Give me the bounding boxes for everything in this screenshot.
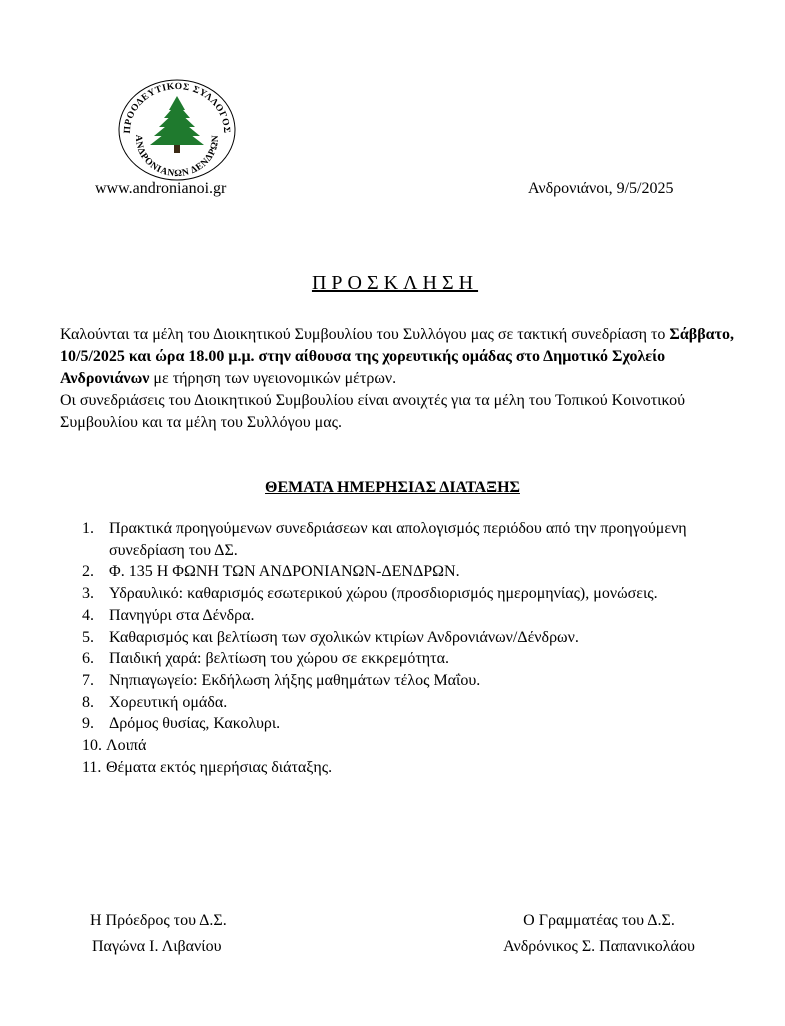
agenda-item-text: Πρακτικά προηγούμενων συνεδριάσεων και απολογισμός περιόδου από την προηγούμενη συνεδρίαση του ΔΣ. xyxy=(109,520,687,559)
agenda-item-number: 1. xyxy=(82,520,94,537)
document-title xyxy=(0,272,785,295)
document-title-text: ΠΡΟΣΚΛΗΣΗ xyxy=(311,272,479,294)
agenda-item xyxy=(82,735,722,757)
signature-right xyxy=(485,908,713,960)
agenda-item xyxy=(82,648,722,670)
agenda-item xyxy=(82,583,722,605)
agenda-item-number: 8. xyxy=(82,693,94,711)
agenda-item xyxy=(82,627,722,649)
agenda-item-number: 10. xyxy=(82,737,102,755)
agenda-item-text: Πανηγύρι στα Δένδρα. xyxy=(109,606,255,624)
association-logo xyxy=(114,76,240,184)
website-url: www.andronianoi.gr xyxy=(95,180,227,197)
agenda-item-number: 5. xyxy=(82,628,94,646)
agenda-item-number: 11. xyxy=(82,758,102,776)
logo-text-top: ΠΡΟΟΔΕΥΤΙΚΟΣ ΣΥΛΛΟΓΟΣ xyxy=(122,81,232,134)
pine-tree-icon xyxy=(150,96,204,153)
logo-text-bottom: ΑΝΔΡΟΝΙΑΝΩΝ ΔΕΝΔΡΩΝ xyxy=(132,134,222,180)
invitation-open-meetings: Οι συνεδριάσεις του Διοικητικού Συμβουλίου είναι ανοιχτές για τα μέλη του Τοπικού Κοινοτικού Συμβουλίου και τα μέλη του Συλλόγου μας. xyxy=(60,392,686,431)
agenda-list xyxy=(82,518,722,778)
agenda-item-text: Θέματα εκτός ημερήσιας διάταξης. xyxy=(106,758,333,776)
agenda-item-number: 6. xyxy=(82,650,94,668)
invitation-body xyxy=(60,324,740,390)
agenda-item-text: Δρόμος θυσίας, Κακολυρι. xyxy=(109,715,281,733)
agenda-item-text: Νηπιαγωγείο: Εκδήλωση λήξης μαθημάτων τέλος Μαΐου. xyxy=(109,671,481,689)
agenda-item-number: 2. xyxy=(82,563,94,581)
agenda-item-number: 9. xyxy=(82,715,94,733)
agenda-item-text: Χορευτική ομάδα. xyxy=(109,693,228,711)
agenda-item-text: Φ. 135 Η ΦΩΝΗ ΤΩΝ ΑΝΔΡΟΝΙΑΝΩΝ-ΔΕΝΔΡΩΝ. xyxy=(109,563,460,581)
agenda-item xyxy=(82,757,722,779)
agenda-item-number: 7. xyxy=(82,671,94,689)
agenda-item xyxy=(82,518,722,561)
agenda-item xyxy=(82,713,722,735)
agenda-item-text: Παιδική χαρά: βελτίωση του χώρου σε εκκρεμότητα. xyxy=(109,650,449,668)
agenda-item-text: Καθαρισμός και βελτίωση των σχολικών κτιρίων Ανδρονιάνων/Δένδρων. xyxy=(109,628,579,646)
agenda-item xyxy=(82,605,722,627)
signature-left xyxy=(90,908,227,960)
secretary-name: Ανδρόνικος Σ. Παπανικολάου xyxy=(503,938,695,955)
agenda-item-number: 3. xyxy=(82,585,94,603)
agenda-item-number: 4. xyxy=(82,606,94,624)
agenda-item-text: Υδραυλικό: καθαρισμός εσωτερικού χώρου (προσδιορισμός ημερομηνίας), μονώσεις. xyxy=(109,585,658,603)
place-and-date: Ανδρονιάνοι, 9/5/2025 xyxy=(528,180,674,197)
secretary-role: Ο Γραμματέας του Δ.Σ. xyxy=(523,912,675,929)
invitation-meeting-details: Σάββατο, 10/5/2025 και ώρα 18.00 μ.μ. στην αίθουσα της χορευτικής ομάδας στο Δημοτικό Σχολείο Ανδρονιάνων xyxy=(60,326,734,387)
agenda-item xyxy=(82,561,722,583)
agenda-title: ΘΕΜΑΤΑ ΗΜΕΡΗΣΙΑΣ ΔΙΑΤΑΞΗΣ xyxy=(265,479,520,496)
agenda-item xyxy=(82,692,722,714)
president-name: Παγώνα Ι. Λιβανίου xyxy=(92,938,222,955)
agenda-item-text: Λοιπά xyxy=(106,737,147,755)
invitation-part2: με τήρηση των υγειονομικών μέτρων. xyxy=(149,370,397,387)
agenda-item xyxy=(82,670,722,692)
invitation-paragraph xyxy=(60,324,740,434)
president-role: Η Πρόεδρος του Δ.Σ. xyxy=(90,912,227,929)
header-row xyxy=(0,180,785,202)
invitation-part1: Καλούνται τα μέλη του Διοικητικού Συμβουλίου του Συλλόγου μας σε τακτική συνεδρίαση το xyxy=(60,326,670,343)
